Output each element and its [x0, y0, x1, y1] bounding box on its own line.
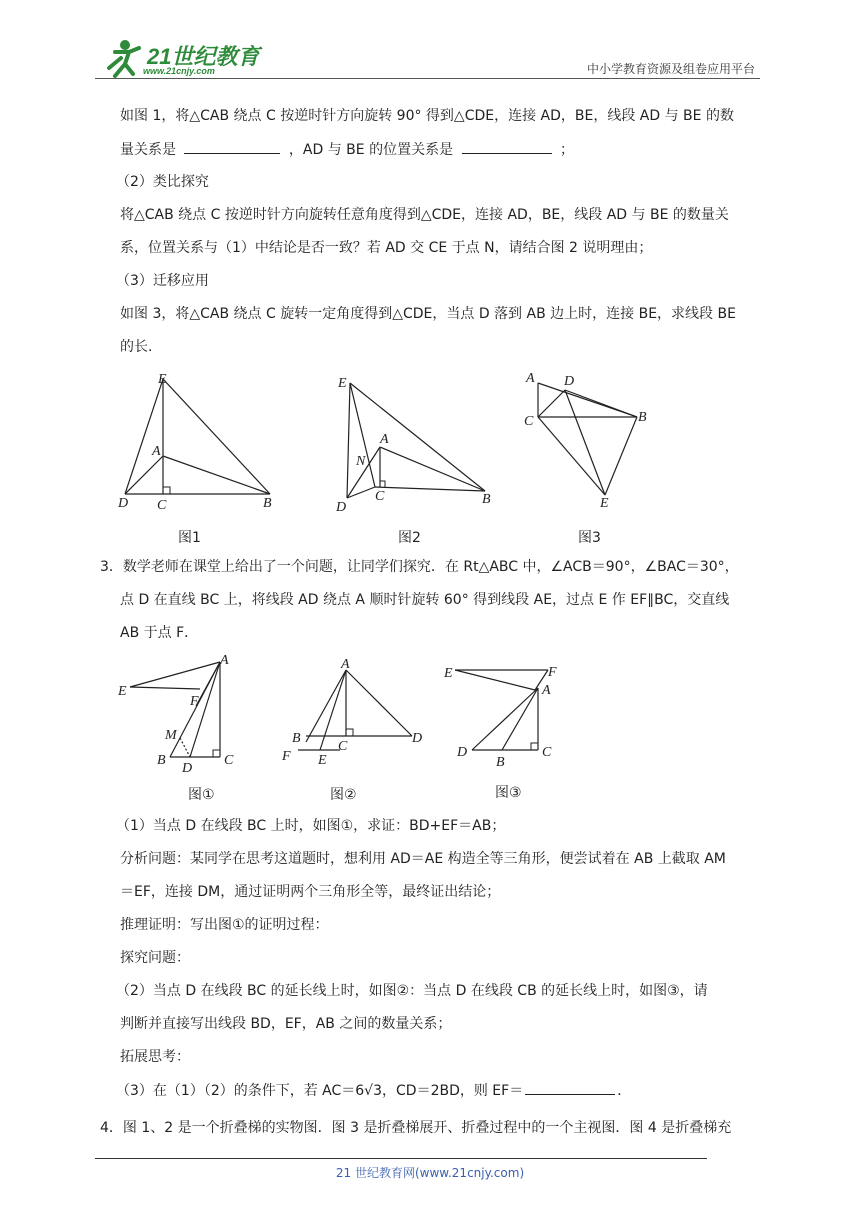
figc3-label-C: C [542, 745, 552, 760]
figc1-label-B: B [157, 753, 166, 768]
q2-line-2 [120, 139, 574, 160]
fig2-label-B: B [482, 492, 491, 507]
figc1-label-A: A [220, 653, 229, 668]
q3-line-3: AB 于点 F． [120, 625, 199, 641]
answer-blank-2[interactable] [462, 139, 552, 154]
figc2-label-C: C [338, 739, 348, 754]
q2-line-5: 系，位置关系与（1）中结论是否一致？若 AD 交 CE 于点 N，请结合图 2 说明理由； [120, 240, 653, 256]
q3-part-3-text: （3）在（1）（2）的条件下，若 AC＝6√3，CD＝2BD，则 EF＝ [116, 1083, 524, 1099]
fig2-label-E: E [338, 376, 347, 391]
figc2-label-B: B [292, 731, 301, 746]
fig3-label-C: C [524, 414, 534, 429]
caption-fig1: 图1 [178, 530, 201, 546]
q3-part-2-line-1: （2）当点 D 在线段 BC 的延长线上时，如图②：当点 D 在线段 CB 的延长线上时，如图③，请 [116, 983, 708, 999]
fig2-label-D: D [336, 500, 347, 515]
q3-explore-heading: 探究问题： [120, 950, 190, 966]
header-tagline: 中小学教育资源及组卷应用平台 [586, 62, 755, 76]
q2-part-3-heading: （3）迁移应用 [116, 273, 209, 289]
fig2-label-N: N [356, 454, 366, 469]
figc1-label-E: E [118, 684, 127, 699]
runner-logo-icon [95, 38, 145, 78]
figc1-label-D: D [182, 761, 193, 776]
q3-part-3 [116, 1080, 631, 1101]
q2-line-2-c: ； [559, 142, 574, 158]
q2-line-2-a: 量关系是 [120, 142, 176, 158]
figures-rotation-60 [110, 650, 590, 780]
q3-extend-heading: 拓展思考： [120, 1049, 190, 1065]
figc3-label-B: B [496, 755, 505, 770]
figure-1-diagram [125, 379, 270, 494]
q2-line-2-b: ，AD 与 BE 的位置关系是 [288, 142, 454, 158]
figc1-label-M: M [165, 728, 177, 743]
figc3-label-E: E [444, 666, 453, 681]
caption-figc2: 图② [330, 787, 357, 803]
fig3-label-B: B [638, 410, 647, 425]
fig1-label-C: C [157, 498, 167, 513]
logo-text: 21世纪教育 [147, 44, 260, 69]
q3-part-2-line-2: 判断并直接写出线段 BD，EF，AB 之间的数量关系； [120, 1016, 452, 1032]
fig3-label-E: E [600, 496, 609, 511]
footer-link[interactable]: 21 世纪教育网(www.21cnjy.com) [335, 1166, 525, 1180]
q3-proof-heading: 推理证明：写出图①的证明过程： [120, 917, 329, 933]
caption-fig3: 图3 [578, 530, 601, 546]
fig3-label-A: A [526, 371, 535, 386]
figure-3-diagram [538, 383, 637, 495]
answer-blank-1[interactable] [184, 139, 280, 154]
logo-url: www.21cnjy.com [143, 66, 215, 76]
fig1-label-B: B [263, 496, 272, 511]
fig3-label-D: D [564, 374, 575, 389]
figc2-label-D: D [412, 731, 423, 746]
q2-part-2-heading: （2）类比探究 [116, 174, 209, 190]
caption-figc3: 图③ [495, 785, 522, 801]
figure-c2-diagram [298, 670, 412, 750]
figc2-label-F: F [282, 749, 291, 764]
q3-part-3-end: ． [617, 1083, 632, 1099]
q2-line-4: 将△CAB 绕点 C 按逆时针方向旋转任意角度得到△CDE，连接 AD，BE，线段 AD 与 BE 的数量关 [120, 207, 729, 223]
caption-figc1: 图① [188, 787, 215, 803]
q3-part-1: （1）当点 D 在线段 BC 上时，如图①，求证：BD+EF＝AB； [116, 818, 506, 834]
fig1-label-A: A [152, 444, 161, 459]
answer-blank-3[interactable] [525, 1080, 615, 1095]
figc3-label-A: A [542, 683, 551, 698]
fig1-label-D: D [118, 496, 129, 511]
footer-divider [95, 1158, 707, 1159]
figure-c3-diagram [455, 670, 548, 750]
figures-rotation [110, 365, 670, 515]
q2-line-1: 如图 1，将△CAB 绕点 C 按逆时针方向旋转 90° 得到△CDE，连接 AD，BE，线段 AD 与 BE 的数 [120, 108, 734, 124]
q3-analysis-2: ＝EF，连接 DM，通过证明两个三角形全等，最终证出结论； [120, 884, 501, 900]
figure-2-diagram [347, 383, 485, 498]
fig1-label-E: E [158, 372, 167, 387]
q3-analysis-1: 分析问题：某同学在思考这道题时，想利用 AD＝AE 构造全等三角形，便尝试着在 AB 上截取 AM [120, 851, 726, 867]
figc3-label-D: D [457, 745, 468, 760]
figc1-label-F: F [190, 694, 199, 709]
figc2-label-A: A [341, 657, 350, 672]
fig2-label-C: C [375, 489, 385, 504]
figc2-label-E: E [318, 753, 327, 768]
figc3-label-F: F [548, 665, 557, 680]
q2-line-7: 如图 3，将△CAB 绕点 C 旋转一定角度得到△CDE，当点 D 落到 AB 边上时，连接 BE，求线段 BE [120, 306, 736, 322]
header-divider [95, 78, 760, 79]
q4-line-1: 4．图 1、2 是一个折叠梯的实物图．图 3 是折叠梯展开、折叠过程中的一个主视图．图 4 是折叠梯充 [100, 1120, 732, 1136]
q2-line-8: 的长. [120, 339, 153, 355]
fig2-label-A: A [380, 432, 389, 447]
q3-line-2: 点 D 在直线 BC 上，将线段 AD 绕点 A 顺时针旋转 60° 得到线段 AE，过点 E 作 EF∥BC，交直线 [120, 592, 730, 608]
q3-line-1: 3．数学老师在课堂上给出了一个问题，让同学们探究．在 Rt△ABC 中，∠ACB＝90°，∠BAC＝30°， [100, 559, 739, 575]
figc1-label-C: C [224, 753, 234, 768]
caption-fig2: 图2 [398, 530, 421, 546]
